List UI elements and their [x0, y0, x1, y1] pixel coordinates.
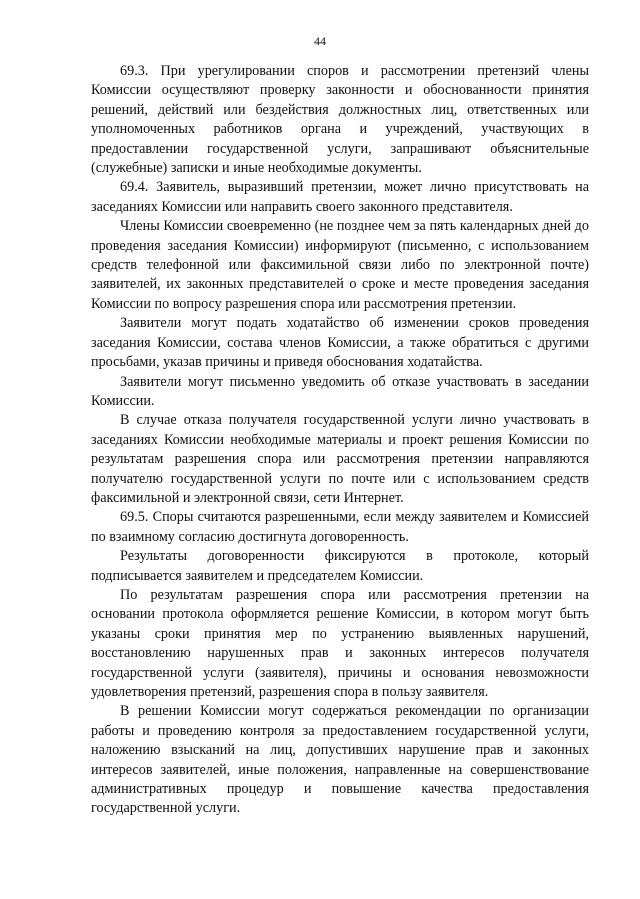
- paragraph-commission-notification: Члены Комиссии своевременно (не позднее чем за пять календарных дней до проведения заседания Комиссии) информируют (письменно, с использованием средств телефонной или факсимильной связи либо по электронной почте) заявителей, их законных представителей о сроке и месте проведения заседания Комиссии по вопросу разрешения спора или рассмотрения претензии.: [91, 218, 589, 312]
- paragraph-applicant-petition: Заявители могут подать ходатайство об изменении сроков проведения заседания Комиссии, состава членов Комиссии, а также обратиться с другими просьбами, указав причины и приведя обоснования ходатайства.: [91, 315, 589, 371]
- paragraph-refusal-notice: Заявители могут письменно уведомить об отказе участвовать в заседании Комиссии.: [91, 373, 589, 409]
- paragraph-decision-recommendations: В решении Комиссии могут содержаться рекомендации по организации работы и проведению контроля за предоставлением государственной услуги, наложению взысканий на лиц, допустивших нарушение прав и законных интересов заявителей, иные положения, направленные на совершенствование административных процедур и повышение качества предоставления государственной услуги.: [91, 703, 589, 817]
- page-number: 44: [314, 34, 326, 48]
- paragraph-69-5: 69.5. Споры считаются разрешенными, если между заявителем и Комиссией по взаимному согласию достигнута договоренность.: [91, 509, 589, 545]
- paragraph-69-4: 69.4. Заявитель, выразивший претензии, может лично присутствовать на заседаниях Комиссии или направить своего законного представителя.: [91, 179, 589, 215]
- document-body: [91, 62, 589, 819]
- paragraph-69-3: 69.3. При урегулировании споров и рассмотрении претензий члены Комиссии осуществляют проверку законности и обоснованности принятия решений, действий или бездействия должностных лиц, ответственных или уполномоченных работников органа и учреждений, участвующих в предоставлении государственной услуги, запрашивают объяснительные (служебные) записки и иные необходимые документы.: [91, 63, 589, 177]
- paragraph-protocol-results: Результаты договоренности фиксируются в протоколе, который подписывается заявителем и председателем Комиссии.: [91, 548, 589, 584]
- paragraph-commission-decision: По результатам разрешения спора или рассмотрения претензии на основании протокола оформляется решение Комиссии, в котором могут быть указаны сроки принятия мер по устранению выявленных нарушений, восстановлению нарушенных прав и законных интересов получателя государственной услуги (заявителя), причины и основания невозможности удовлетворения претензий, разрешения спора в пользу заявителя.: [91, 586, 589, 700]
- paragraph-refusal-case: В случае отказа получателя государственной услуги лично участвовать в заседаниях Комиссии необходимые материалы и проект решения Комиссии по результатам разрешения спора или рассмотрения претензии направляются получателю государственной услуги по почте или с использованием средств факсимильной и электронной связи, сети Интернет.: [91, 412, 589, 506]
